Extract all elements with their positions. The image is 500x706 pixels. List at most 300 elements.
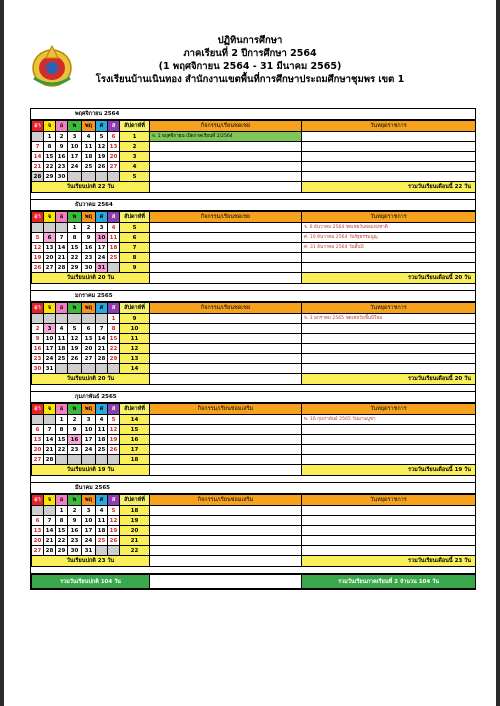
- month-total-days: รวมวันเรียนเดือนนี้ 20 วัน: [302, 374, 476, 385]
- date-cell: 29: [108, 354, 120, 364]
- day-header: พ: [68, 495, 82, 506]
- title-line-2: ภาคเรียนที่ 2 ปีการศึกษา 2564: [183, 48, 317, 59]
- date-cell: 1: [56, 415, 68, 425]
- week-row: [32, 435, 476, 445]
- week-row: [32, 445, 476, 455]
- month-summary-row: [32, 273, 476, 284]
- date-cell: 9: [56, 142, 68, 152]
- week-number: 6: [120, 233, 150, 243]
- date-cell: 6: [32, 425, 44, 435]
- activity-cell: [150, 425, 302, 435]
- week-number: 12: [120, 344, 150, 354]
- day-header: ส: [108, 495, 120, 506]
- activity-cell: [150, 152, 302, 162]
- activity-cell: [150, 243, 302, 253]
- week-number: 18: [120, 455, 150, 465]
- month-total-days: รวมวันเรียนเดือนนี้ 20 วัน: [302, 273, 476, 284]
- week-number: 18: [120, 506, 150, 516]
- week-number: 14: [120, 364, 150, 374]
- day-header: พฤ: [82, 121, 96, 132]
- date-cell: 18: [108, 243, 120, 253]
- date-cell: 16: [56, 152, 68, 162]
- holiday-cell: [302, 253, 476, 263]
- date-cell: 20: [82, 344, 96, 354]
- month-title: กุมภาพันธ์ 2565: [31, 392, 475, 403]
- date-cell: 18: [96, 526, 108, 536]
- day-header: อ: [56, 121, 68, 132]
- date-cell: 14: [56, 243, 68, 253]
- week-number: 11: [120, 334, 150, 344]
- date-cell: 26: [108, 445, 120, 455]
- week-row: [32, 233, 476, 243]
- day-header: พ: [68, 404, 82, 415]
- week-number: 9: [120, 263, 150, 273]
- total-gap: [150, 575, 302, 589]
- date-cell: 20: [44, 253, 56, 263]
- date-cell: 2: [82, 223, 96, 233]
- day-header: ส: [108, 212, 120, 223]
- date-cell: 23: [82, 253, 96, 263]
- date-cell: 24: [44, 354, 56, 364]
- date-cell: 4: [56, 324, 68, 334]
- holiday-cell: พ. 16 กุมภาพันธ์ 2565 วันมาฆบูชา: [302, 415, 476, 425]
- month-title: มีนาคม 2565: [31, 483, 475, 494]
- date-cell: 5: [68, 324, 82, 334]
- week-row: [32, 243, 476, 253]
- holiday-cell: [302, 516, 476, 526]
- date-cell: [96, 314, 108, 324]
- holiday-cell: [302, 263, 476, 273]
- day-header: จ: [44, 303, 56, 314]
- date-cell: 9: [68, 425, 82, 435]
- day-header: ศ: [96, 121, 108, 132]
- date-cell: 12: [108, 516, 120, 526]
- day-header-row: [32, 404, 476, 415]
- holiday-cell: [302, 526, 476, 536]
- week-row: [32, 546, 476, 556]
- date-cell: 28: [32, 172, 44, 182]
- calendar-sheet: [4, 0, 496, 706]
- week-row: [32, 162, 476, 172]
- date-cell: 15: [108, 334, 120, 344]
- date-cell: 18: [96, 435, 108, 445]
- date-cell: 30: [82, 263, 96, 273]
- date-cell: 5: [108, 506, 120, 516]
- date-cell: 31: [82, 546, 96, 556]
- activity-cell: [150, 172, 302, 182]
- week-row: [32, 364, 476, 374]
- month-total-days: รวมวันเรียนเดือนนี้ 19 วัน: [302, 465, 476, 476]
- week-row: [32, 253, 476, 263]
- day-header: พ: [68, 212, 82, 223]
- week-number: 21: [120, 536, 150, 546]
- total-table: [31, 574, 476, 589]
- date-cell: 14: [32, 152, 44, 162]
- date-cell: 16: [82, 243, 96, 253]
- date-cell: [44, 415, 56, 425]
- date-cell: 27: [82, 354, 96, 364]
- date-cell: 9: [68, 516, 82, 526]
- day-header: อา: [32, 404, 44, 415]
- date-cell: [82, 364, 96, 374]
- date-cell: 3: [82, 506, 96, 516]
- holiday-cell: [302, 425, 476, 435]
- date-cell: 20: [32, 445, 44, 455]
- week-row: [32, 132, 476, 142]
- activity-cell: [150, 334, 302, 344]
- date-cell: 23: [56, 162, 68, 172]
- date-cell: [82, 455, 96, 465]
- date-cell: 1: [44, 132, 56, 142]
- week-number: 2: [120, 142, 150, 152]
- date-cell: [44, 314, 56, 324]
- date-cell: 2: [68, 506, 82, 516]
- activity-cell: [150, 415, 302, 425]
- week-number: 22: [120, 546, 150, 556]
- date-cell: 4: [108, 223, 120, 233]
- day-header: อ: [56, 404, 68, 415]
- date-cell: 7: [56, 233, 68, 243]
- week-row: [32, 334, 476, 344]
- week-row: [32, 526, 476, 536]
- week-header: สัปดาห์ที่: [120, 495, 150, 506]
- week-row: [32, 344, 476, 354]
- date-cell: 12: [68, 334, 82, 344]
- week-row: [32, 425, 476, 435]
- total-row: [32, 575, 476, 589]
- week-header: สัปดาห์ที่: [120, 404, 150, 415]
- date-cell: 13: [82, 334, 96, 344]
- week-number: 16: [120, 435, 150, 445]
- date-cell: 16: [68, 435, 82, 445]
- date-cell: [32, 223, 44, 233]
- date-cell: [108, 546, 120, 556]
- date-cell: 26: [68, 354, 82, 364]
- date-cell: 27: [32, 455, 44, 465]
- date-cell: [56, 364, 68, 374]
- month-title: มกราคม 2565: [31, 291, 475, 302]
- month-school-days: วันเรียนปกติ 20 วัน: [32, 374, 150, 385]
- holiday-cell: [302, 364, 476, 374]
- summary-gap: [150, 182, 302, 193]
- week-row: [32, 354, 476, 364]
- date-cell: [68, 364, 82, 374]
- holiday-header: วันหยุดราชการ: [302, 212, 476, 223]
- week-number: 5: [120, 172, 150, 182]
- month-school-days: วันเรียนปกติ 20 วัน: [32, 273, 150, 284]
- date-cell: 18: [82, 152, 96, 162]
- week-number: 9: [120, 314, 150, 324]
- week-number: 13: [120, 354, 150, 364]
- activity-header: กิจกรรม/เรียนซ่อมเสริม: [150, 404, 302, 415]
- date-cell: 7: [32, 142, 44, 152]
- activity-cell: [150, 455, 302, 465]
- week-header: สัปดาห์ที่: [120, 212, 150, 223]
- date-cell: [56, 455, 68, 465]
- date-cell: 16: [68, 526, 82, 536]
- day-header-row: [32, 303, 476, 314]
- activity-cell: [150, 546, 302, 556]
- day-header: พ: [68, 121, 82, 132]
- week-number: 8: [120, 253, 150, 263]
- date-cell: 3: [44, 324, 56, 334]
- date-cell: 4: [82, 132, 96, 142]
- week-row: [32, 455, 476, 465]
- date-cell: 28: [44, 546, 56, 556]
- date-cell: 25: [108, 253, 120, 263]
- date-cell: 5: [32, 233, 44, 243]
- day-header: พฤ: [82, 212, 96, 223]
- date-cell: 24: [68, 162, 82, 172]
- week-number: 14: [120, 415, 150, 425]
- date-cell: 29: [56, 546, 68, 556]
- holiday-cell: ศ. 10 ธันวาคม 2564 วันรัฐธรรมนูญ: [302, 233, 476, 243]
- date-cell: 11: [108, 233, 120, 243]
- month-summary-row: [32, 556, 476, 567]
- date-cell: [108, 263, 120, 273]
- date-cell: 12: [96, 142, 108, 152]
- week-row: [32, 172, 476, 182]
- date-cell: 8: [108, 324, 120, 334]
- holiday-cell: [302, 152, 476, 162]
- month-school-days: วันเรียนปกติ 19 วัน: [32, 465, 150, 476]
- activity-cell: [150, 354, 302, 364]
- date-cell: 2: [32, 324, 44, 334]
- date-cell: [32, 132, 44, 142]
- date-cell: 5: [108, 415, 120, 425]
- date-cell: 13: [108, 142, 120, 152]
- holiday-cell: [302, 162, 476, 172]
- week-row: [32, 263, 476, 273]
- date-cell: 10: [96, 233, 108, 243]
- date-cell: 10: [82, 516, 96, 526]
- date-cell: 17: [82, 435, 96, 445]
- date-cell: 30: [56, 172, 68, 182]
- day-header-row: [32, 121, 476, 132]
- day-header: ส: [108, 404, 120, 415]
- date-cell: 25: [56, 354, 68, 364]
- date-cell: 15: [56, 526, 68, 536]
- date-cell: 9: [82, 233, 96, 243]
- activity-cell: [150, 506, 302, 516]
- total-school-days: รวมวันเรียนปกติ 104 วัน: [32, 575, 150, 589]
- date-cell: 7: [96, 324, 108, 334]
- date-cell: 26: [108, 536, 120, 546]
- date-cell: 11: [96, 516, 108, 526]
- date-cell: [44, 223, 56, 233]
- month-summary-row: [32, 374, 476, 385]
- month-table: [31, 403, 476, 476]
- summary-gap: [150, 556, 302, 567]
- week-row: [32, 324, 476, 334]
- date-cell: 17: [96, 243, 108, 253]
- date-cell: 6: [82, 324, 96, 334]
- date-cell: 25: [96, 536, 108, 546]
- activity-cell: [150, 233, 302, 243]
- date-cell: 11: [82, 142, 96, 152]
- date-cell: 25: [96, 445, 108, 455]
- date-cell: [96, 172, 108, 182]
- date-cell: [108, 455, 120, 465]
- date-cell: [108, 364, 120, 374]
- day-header: อ: [56, 303, 68, 314]
- month-title: พฤศจิกายน 2564: [31, 109, 475, 120]
- date-cell: 19: [32, 253, 44, 263]
- date-cell: 17: [44, 344, 56, 354]
- date-cell: 7: [44, 516, 56, 526]
- activity-cell: [150, 263, 302, 273]
- month-school-days: วันเรียนปกติ 22 วัน: [32, 182, 150, 193]
- date-cell: 10: [82, 425, 96, 435]
- date-cell: 10: [68, 142, 82, 152]
- date-cell: 1: [68, 223, 82, 233]
- date-cell: [96, 455, 108, 465]
- activity-cell: [150, 162, 302, 172]
- holiday-cell: ศ. 31 ธันวาคม 2564 วันสิ้นปี: [302, 243, 476, 253]
- day-header-row: [32, 212, 476, 223]
- date-cell: 26: [96, 162, 108, 172]
- date-cell: [96, 546, 108, 556]
- date-cell: 8: [56, 516, 68, 526]
- date-cell: 4: [96, 415, 108, 425]
- holiday-cell: จ. 6 ธันวาคม 2564 ชดเชยวันพ่อแห่งชาติ: [302, 223, 476, 233]
- day-header: ศ: [96, 495, 108, 506]
- week-number: 4: [120, 162, 150, 172]
- activity-header: กิจกรรม/เรียนชดเชย: [150, 121, 302, 132]
- day-header: ส: [108, 303, 120, 314]
- date-cell: 12: [32, 243, 44, 253]
- date-cell: 3: [96, 223, 108, 233]
- date-cell: 22: [68, 253, 82, 263]
- date-cell: [108, 172, 120, 182]
- date-cell: 2: [56, 132, 68, 142]
- activity-cell: [150, 516, 302, 526]
- week-number: 5: [120, 223, 150, 233]
- date-cell: 21: [32, 162, 44, 172]
- month-school-days: วันเรียนปกติ 23 วัน: [32, 556, 150, 567]
- date-cell: 28: [96, 354, 108, 364]
- date-cell: 27: [32, 546, 44, 556]
- date-cell: 24: [82, 536, 96, 546]
- date-cell: 19: [108, 526, 120, 536]
- week-row: [32, 536, 476, 546]
- week-number: 3: [120, 152, 150, 162]
- holiday-cell: [302, 172, 476, 182]
- date-cell: 20: [32, 536, 44, 546]
- date-cell: [68, 314, 82, 324]
- week-number: 19: [120, 516, 150, 526]
- date-cell: 22: [56, 536, 68, 546]
- date-cell: 13: [44, 243, 56, 253]
- date-cell: 26: [32, 263, 44, 273]
- date-cell: 3: [82, 415, 96, 425]
- month-summary-row: [32, 182, 476, 193]
- week-header: สัปดาห์ที่: [120, 303, 150, 314]
- week-row: [32, 516, 476, 526]
- month-table: [31, 302, 476, 385]
- date-cell: 21: [96, 344, 108, 354]
- date-cell: 16: [32, 344, 44, 354]
- summary-gap: [150, 273, 302, 284]
- date-cell: 24: [96, 253, 108, 263]
- date-cell: 3: [68, 132, 82, 142]
- month-table: [31, 211, 476, 284]
- date-cell: [32, 314, 44, 324]
- day-header: อา: [32, 121, 44, 132]
- day-header: พฤ: [82, 495, 96, 506]
- day-header: จ: [44, 404, 56, 415]
- week-number: 15: [120, 425, 150, 435]
- title-line-3: (1 พฤศจิกายน 2564 - 31 มีนาคม 2565): [158, 61, 342, 72]
- date-cell: [82, 314, 96, 324]
- day-header: อา: [32, 303, 44, 314]
- date-cell: [32, 506, 44, 516]
- date-cell: 31: [96, 263, 108, 273]
- holiday-cell: [302, 344, 476, 354]
- day-header: อ: [56, 212, 68, 223]
- holiday-cell: [302, 132, 476, 142]
- date-cell: 19: [96, 152, 108, 162]
- date-cell: [32, 415, 44, 425]
- week-number: 17: [120, 445, 150, 455]
- holiday-cell: [302, 455, 476, 465]
- date-cell: 17: [68, 152, 82, 162]
- day-header: ส: [108, 121, 120, 132]
- activity-cell: [150, 324, 302, 334]
- date-cell: 7: [44, 425, 56, 435]
- week-row: [32, 314, 476, 324]
- activity-cell: [150, 253, 302, 263]
- date-cell: [44, 506, 56, 516]
- date-cell: [56, 314, 68, 324]
- day-header: ศ: [96, 404, 108, 415]
- date-cell: [96, 364, 108, 374]
- date-cell: 23: [32, 354, 44, 364]
- date-cell: 22: [108, 344, 120, 354]
- day-header: จ: [44, 121, 56, 132]
- holiday-header: วันหยุดราชการ: [302, 121, 476, 132]
- week-row: [32, 152, 476, 162]
- date-cell: 25: [82, 162, 96, 172]
- date-cell: [68, 172, 82, 182]
- summary-gap: [150, 374, 302, 385]
- activity-header: กิจกรรม/เรียนชดเชย: [150, 212, 302, 223]
- date-cell: 8: [44, 142, 56, 152]
- date-cell: [68, 455, 82, 465]
- date-cell: 19: [68, 344, 82, 354]
- week-row: [32, 223, 476, 233]
- date-cell: 20: [108, 152, 120, 162]
- date-cell: 13: [32, 435, 44, 445]
- day-header: อ: [56, 495, 68, 506]
- day-header: พ: [68, 303, 82, 314]
- month-summary-row: [32, 465, 476, 476]
- week-row: [32, 415, 476, 425]
- date-cell: [56, 223, 68, 233]
- date-cell: 23: [68, 536, 82, 546]
- month-total-days: รวมวันเรียนเดือนนี้ 23 วัน: [302, 556, 476, 567]
- holiday-cell: จ. 3 มกราคม 2565 ชดเชยวันขึ้นปีใหม่: [302, 314, 476, 324]
- document-header: [4, 34, 496, 86]
- day-header: ศ: [96, 212, 108, 223]
- date-cell: 29: [68, 263, 82, 273]
- date-cell: 18: [56, 344, 68, 354]
- date-cell: 30: [68, 546, 82, 556]
- date-cell: 12: [108, 425, 120, 435]
- date-cell: 22: [44, 162, 56, 172]
- date-cell: 1: [108, 314, 120, 324]
- activity-header: กิจกรรม/เรียนซ่อมเสริม: [150, 495, 302, 506]
